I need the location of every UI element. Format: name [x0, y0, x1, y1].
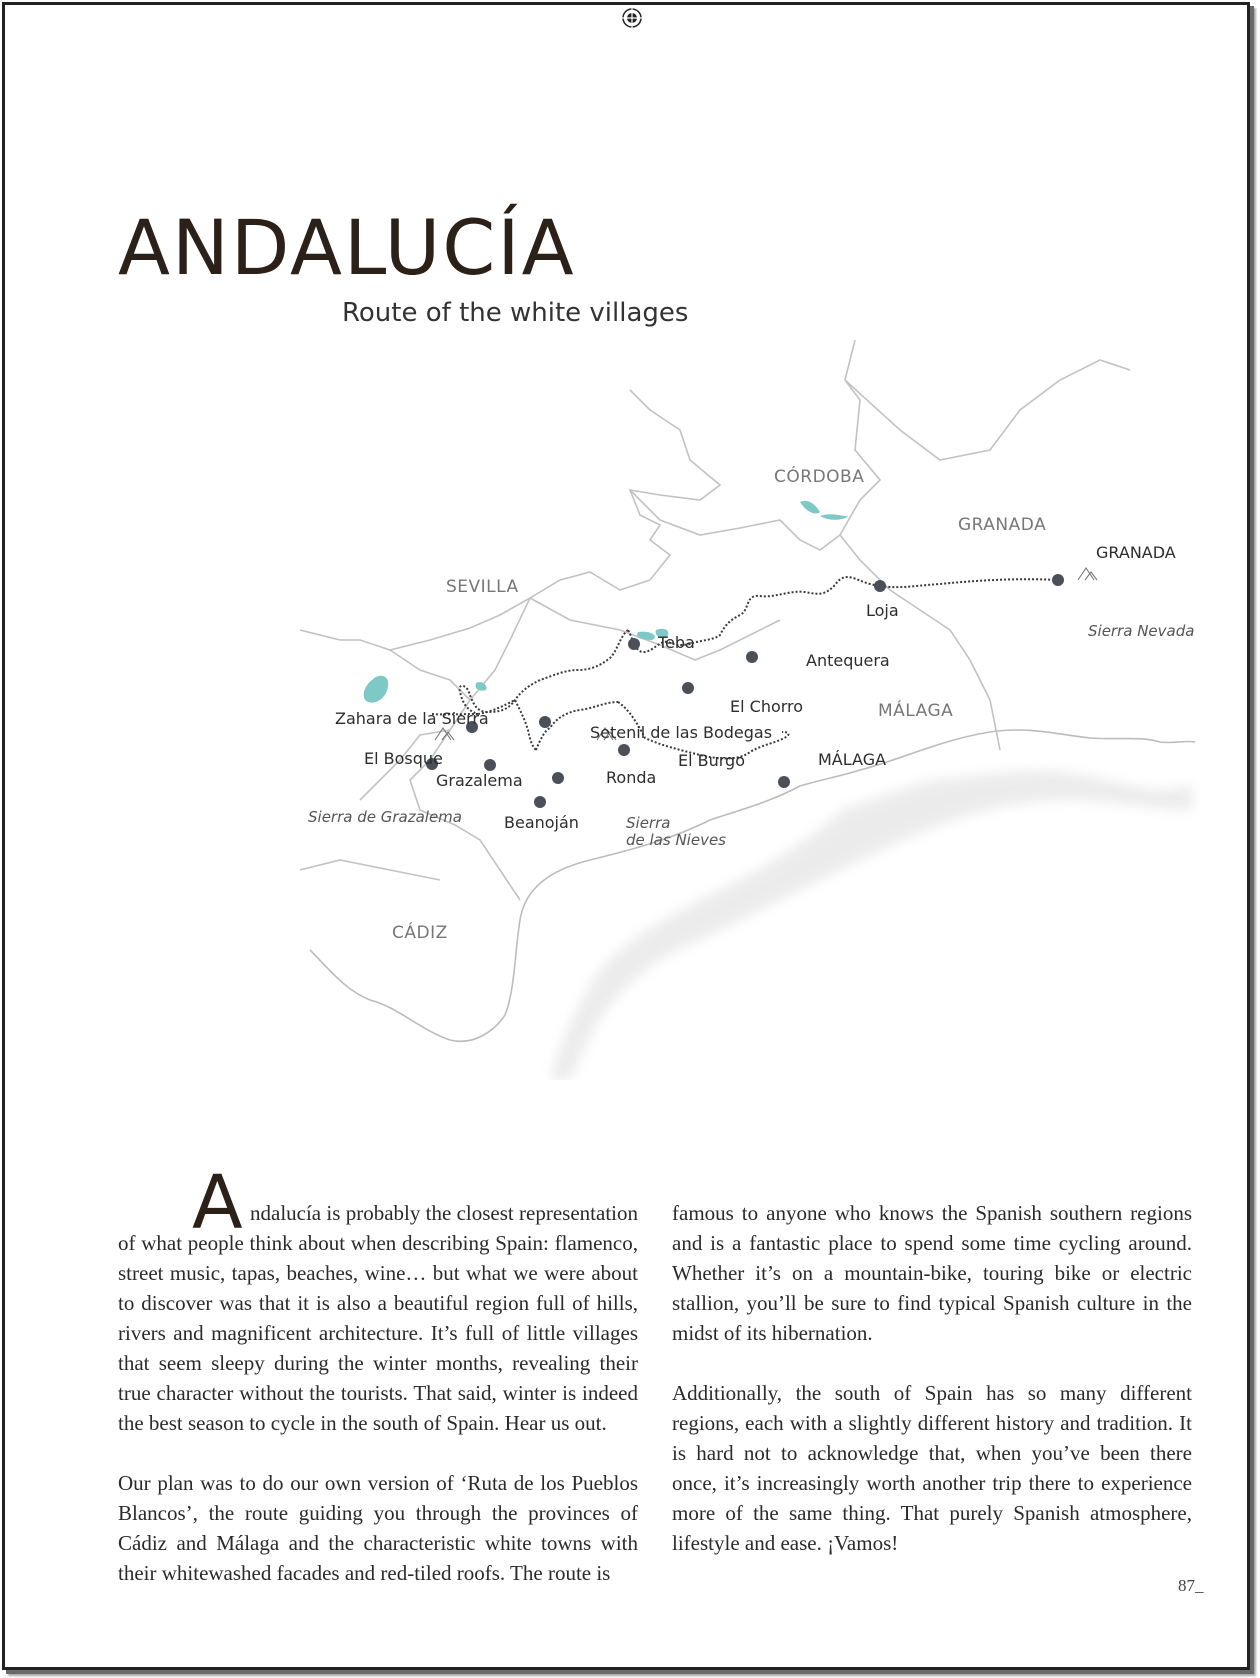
city-label-antequera: Antequera: [806, 651, 890, 670]
page-number: 87_: [1178, 1576, 1204, 1595]
province-label-granada: GRANADA: [958, 515, 1047, 535]
city-dot-antequera: [746, 651, 758, 663]
mountain-label-nieves-1: Sierra: [626, 814, 671, 832]
city-dot-beanojan: [534, 796, 546, 808]
city-label-el-bosque: El Bosque: [364, 749, 443, 768]
province-label-sevilla: SEVILLA: [446, 577, 519, 597]
city-label-teba: Teba: [658, 633, 695, 652]
province-label-cordoba: CÓRDOBA: [774, 467, 865, 487]
article-column-left: [118, 1160, 638, 1618]
route-map: [300, 340, 1200, 1080]
registration-mark-icon: [620, 6, 644, 30]
article-column-right: [672, 1198, 1192, 1588]
mountain-label-nieves-2: de las Nieves: [626, 831, 726, 849]
province-label-malaga: MÁLAGA: [878, 701, 954, 721]
city-label-malaga: MÁLAGA: [818, 750, 887, 769]
lake-cordoba: [800, 501, 820, 514]
mountain-icon-sierra-nevada: [1078, 568, 1097, 580]
city-label-granada: GRANADA: [1096, 543, 1176, 562]
city-dot-granada: [1052, 574, 1064, 586]
city-dot-el-burgo: [618, 744, 630, 756]
article-paragraph: [118, 1160, 638, 1438]
city-label-beanojan: Beanoján: [504, 813, 579, 832]
city-label-zahara: Zahara de la Sierra: [335, 709, 489, 728]
city-dot-el-chorro: [682, 682, 694, 694]
lake-teba: [637, 632, 655, 640]
lake-cordoba-2: [820, 514, 848, 520]
city-label-loja: Loja: [866, 601, 899, 620]
city-label-grazalema: Grazalema: [436, 771, 523, 790]
drop-cap: A: [192, 1160, 243, 1246]
city-dot-malaga: [778, 776, 790, 788]
article-paragraph: Our plan was to do our own version of ‘Ruta de los Pueblos Blancos’, the route guiding you through the provinces of Cádiz and Málaga and the characteristic white towns with their whitewashed facades and red-tiled roofs. The route is: [118, 1471, 638, 1585]
province-label-cadiz: CÁDIZ: [392, 923, 448, 943]
city-dot-ronda: [552, 772, 564, 784]
city-label-el-burgo: El Burgo: [678, 751, 745, 770]
city-dot-teba: [628, 638, 640, 650]
city-label-setenil: Setenil de las Bodegas: [590, 723, 773, 742]
article-paragraph: Additionally, the south of Spain has so many different regions, each with a slightly different history and tradition. It is hard not to acknowledge that, when you’ve been there once, it’s increasingly worth another trip there to experience more of the same thing. That purely Spanish atmosphere, lifestyle and ease. ¡Vamos!: [672, 1381, 1192, 1555]
city-dot-setenil: [539, 716, 551, 728]
city-dot-grazalema: [484, 759, 496, 771]
page-subtitle: Route of the white villages: [342, 298, 689, 328]
city-label-el-chorro: El Chorro: [730, 697, 804, 716]
city-label-ronda: Ronda: [606, 768, 657, 787]
lakes: [364, 501, 848, 703]
page-title: ANDALUCÍA: [118, 203, 576, 292]
lake-el-bosque: [364, 676, 389, 703]
mountain-label-sierra-nevada: Sierra Nevada: [1088, 622, 1195, 640]
city-dot-loja: [874, 580, 886, 592]
article-text: ndalucía is probably the closest representation of what people think about when describing Spain: flamenco, street music, tapas, beaches, wine… but what we were about to discover was that it is also a beautiful region full of hills, rivers and magnificent architecture. It’s full of little villages that seem sleepy during the winter months, revealing their true character without the tourists. That said, winter is indeed the best season to cycle in the south of Spain. Hear us out.: [118, 1201, 638, 1435]
article-paragraph: famous to anyone who knows the Spanish southern regions and is a fantastic place to spend some time cycling around. Whether it’s on a mountain-bike, touring bike or electric stallion, you’ll be sure to find typical Spanish culture in the midst of its hibernation.: [672, 1201, 1192, 1345]
mountain-label-grazalema: Sierra de Grazalema: [308, 808, 462, 826]
